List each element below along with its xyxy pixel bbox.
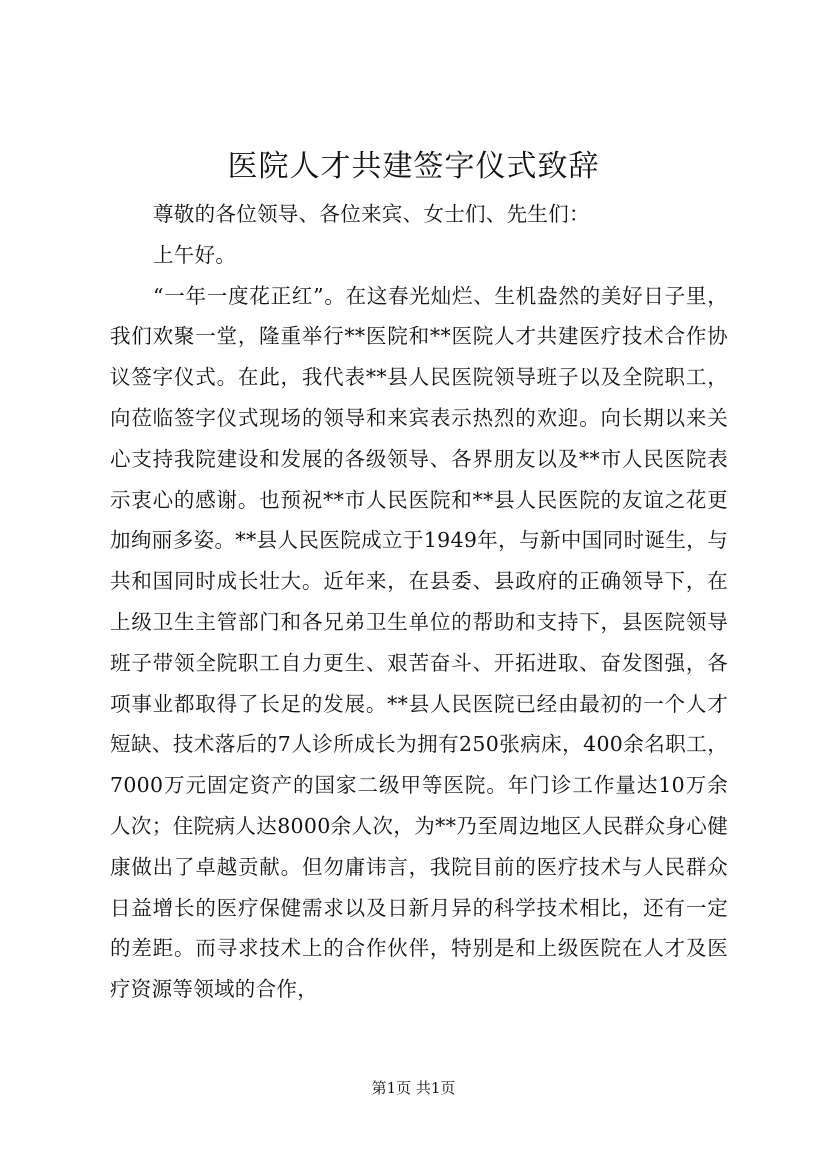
page-footer [0,1078,827,1098]
document-body [110,194,728,1010]
page-number-text: 第1页 共1页 [371,1079,456,1097]
salutation-line: 尊敬的各位领导、各位来宾、女士们、先生们： [153,202,590,226]
greeting-line: 上午好。 [153,242,237,267]
body-paragraph: “一年一度花正红”。在这春光灿烂、生机盎然的美好日子里，我们欢聚一堂，隆重举行**医院和**医院人才共建医疗技术合作协议签字仪式。在此，我代表**县人民医院领导班子以及全院职工，向莅临签字仪式现场的领导和来宾表示热烈的欢迎。向长期以来关心支持我院建设和发展的各级领导、各界朋友以及**市人民医院表示衷心的感谢。也预祝**市人民医院和**县人民医院的友谊之花更加绚丽多姿。**县人民医院成立于1949年，与新中国同时诞生，与共和国同时成长壮大。近年来，在县委、县政府的正确领导下，在上级卫生主管部门和各兄弟卫生单位的帮助和支持下，县医院领导班子带领全院职工自力更生、艰苦奋斗、开拓进取、奋发图强，各项事业都取得了长足的发展。**县人民医院已经由最初的一个人才短缺、技术落后的7人诊所成长为拥有250张病床，400余名职工，7000万元固定资产的国家二级甲等医院。年门诊工作量达10万余人次；住院病人达8000余人次，为**乃至周边地区人民群众身心健康做出了卓越贡献。但勿庸讳言，我院目前的医疗技术与人民群众日益增长的医疗保健需求以及日新月异的科学技术相比，还有一定的差距。而寻求技术上的合作伙伴，特别是和上级医院在人才及医疗资源等领域的合作， [110,283,728,1002]
document-title: 医院人才共建签字仪式致辞 [227,149,600,184]
